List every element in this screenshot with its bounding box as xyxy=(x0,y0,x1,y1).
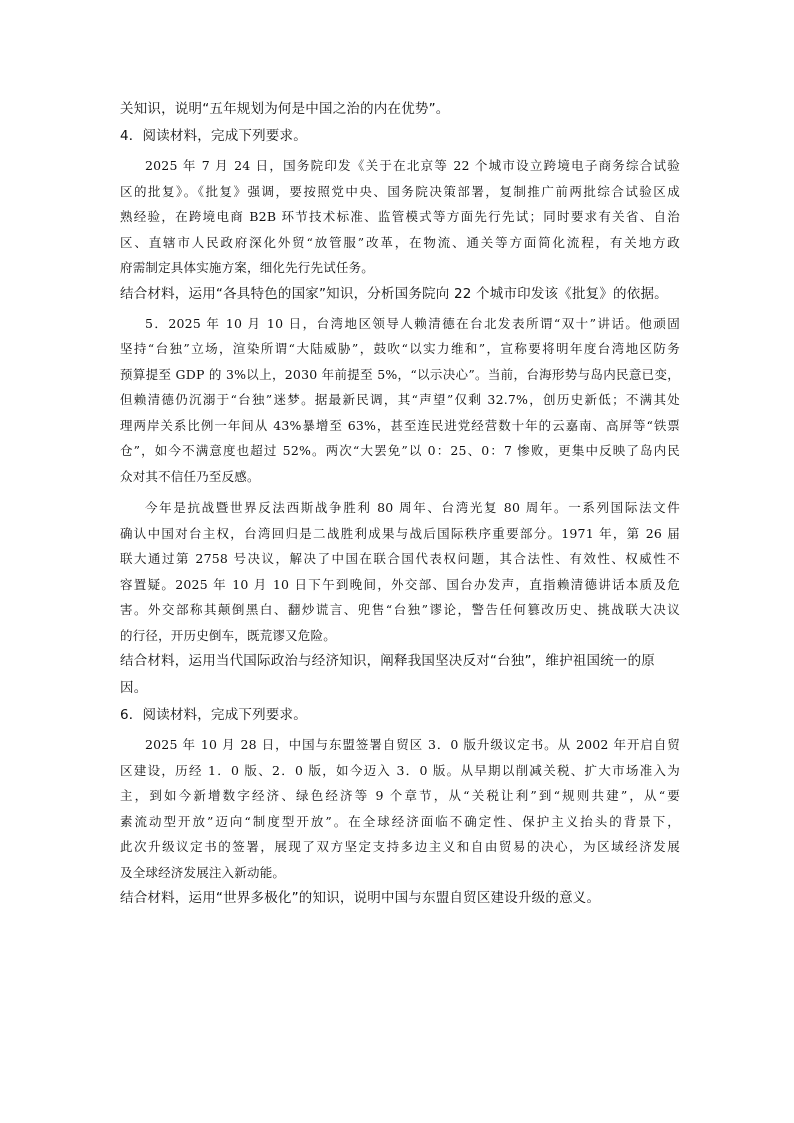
q5-material-line: 容置疑。2025 年 10 月 10 日下午到晚间，外交部、国台办发声，直指赖清德讲话本质及危 xyxy=(120,576,680,592)
q6-material xyxy=(120,732,680,885)
q4-material-line: 2025 年 7 月 24 日，国务院印发《关于在北京等 22 个城市设立跨境电子商务综合试验 xyxy=(145,158,680,173)
q4-heading: 4．阅读材料，完成下列要求。 xyxy=(120,128,307,144)
q6-question: 结合材料，运用“世界多极化”的知识，说明中国与东盟自贸区建设升级的意义。 xyxy=(120,890,601,906)
q5-material-line: 确认中国对台主权，台湾回归是二战胜利成果与战后国际秩序重要部分。1971 年，第 26 届 xyxy=(120,525,680,541)
q6-material-line: 2025 年 10 月 28 日，中国与东盟签署自贸区 3．0 版升级议定书。从 2002 年开启自贸 xyxy=(145,737,680,752)
q5-material-line: 害。外交部称其颠倒黑白、翻炒谎言、兜售“台独”谬论，警告任何篡改历史、挑战联大决议 xyxy=(120,602,680,617)
q6-heading: 6．阅读材料，完成下列要求。 xyxy=(120,707,307,723)
q5-question: 结合材料，运用当代国际政治与经济知识，阐释我国坚决反对“台独”，维护祖国统一的原因。 xyxy=(120,653,655,696)
q4-material xyxy=(120,153,680,281)
intro-line: 关知识，说明“五年规划为何是中国之治的内在优势”。 xyxy=(120,101,450,117)
q5-material-1 xyxy=(120,311,680,490)
q6-material-line: 素流动型开放”迈向“制度型开放”。在全球经济面临不确定性、保护主义抬头的背景下， xyxy=(120,813,680,829)
q5-material-line: 众对其不信任乃至反感。 xyxy=(120,468,260,484)
q5-material-line: 理两岸关系比例一年间从 43%暴增至 63%，甚至连民进党经营数十年的云嘉南、高屏等“铁票 xyxy=(120,417,680,433)
q6-material-line: 及全球经济发展注入新动能。 xyxy=(120,864,286,880)
q4-material-line: 区、直辖市人民政府深化外贸“放管服”改革，在物流、通关等方面简化流程，有关地方政 xyxy=(120,234,680,250)
q5-material-line: 联大通过第 2758 号决议，解决了中国在联合国代表权问题，其合法性、有效性、权威性不 xyxy=(120,551,680,566)
q4-question: 结合材料，运用“各具特色的国家”知识，分析国务院向 22 个城市印发该《批复》的依据。 xyxy=(120,285,668,302)
q5-material-line: 的行径，开历史倒车，既荒谬又危险。 xyxy=(120,627,336,643)
q6-material-line: 主，到如今新增数字经济、绿色经济等 9 个章节，从“关税让利”到“规则共建”，从“要 xyxy=(120,788,680,803)
q4-material-line: 区的批复》。《批复》强调，要按照党中央、国务院决策部署，复制推广前两批综合试验区成 xyxy=(120,183,680,199)
q5-material-line: 仓”，如今不满意度也超过 52%。两次“大罢免”以 0：25、0：7 惨败，更集中反映了岛内民 xyxy=(120,443,680,458)
document-page xyxy=(120,96,680,912)
q5-material-line: 预算提至 GDP 的 3%以上，2030 年前提至 5%，“以示决心”。当前，台海形势与岛内民意已变， xyxy=(120,366,680,382)
q4-material-line: 熟经验，在跨境电商 B2B 环节技术标准、监管模式等方面先行先试；同时要求有关省、自治 xyxy=(120,209,680,224)
q5-material-line: 坚持“台独”立场，渲染所谓“大陆威胁”，鼓吹“以实力维和”，宣称要将明年度台湾地区防务 xyxy=(120,341,680,356)
q5-material-line: 但赖清德仍沉溺于“台独”迷梦。据最新民调，其“声望”仅剩 32.7%，创历史新低；不满其处 xyxy=(120,392,680,407)
q6-material-line: 区建设，历经 1．0 版、2．0 版，如今迈入 3．0 版。从早期以削减关税、扩大市场准入为 xyxy=(120,762,680,778)
q5-material-2 xyxy=(120,495,680,648)
q5-material-line: 5．2025 年 10 月 10 日，台湾地区领导人赖清德在台北发表所谓“双十”讲话。他顽固 xyxy=(145,315,680,331)
q4-material-line: 府需制定具体实施方案，细化先行先试任务。 xyxy=(120,260,375,275)
q6-material-line: 此次升级议定书的签署，展现了双方坚定支持多边主义和自由贸易的决心，为区域经济发展 xyxy=(120,839,680,854)
q5-material-line: 今年是抗战暨世界反法西斯战争胜利 80 周年、台湾光复 80 周年。一系列国际法文件 xyxy=(145,500,680,515)
